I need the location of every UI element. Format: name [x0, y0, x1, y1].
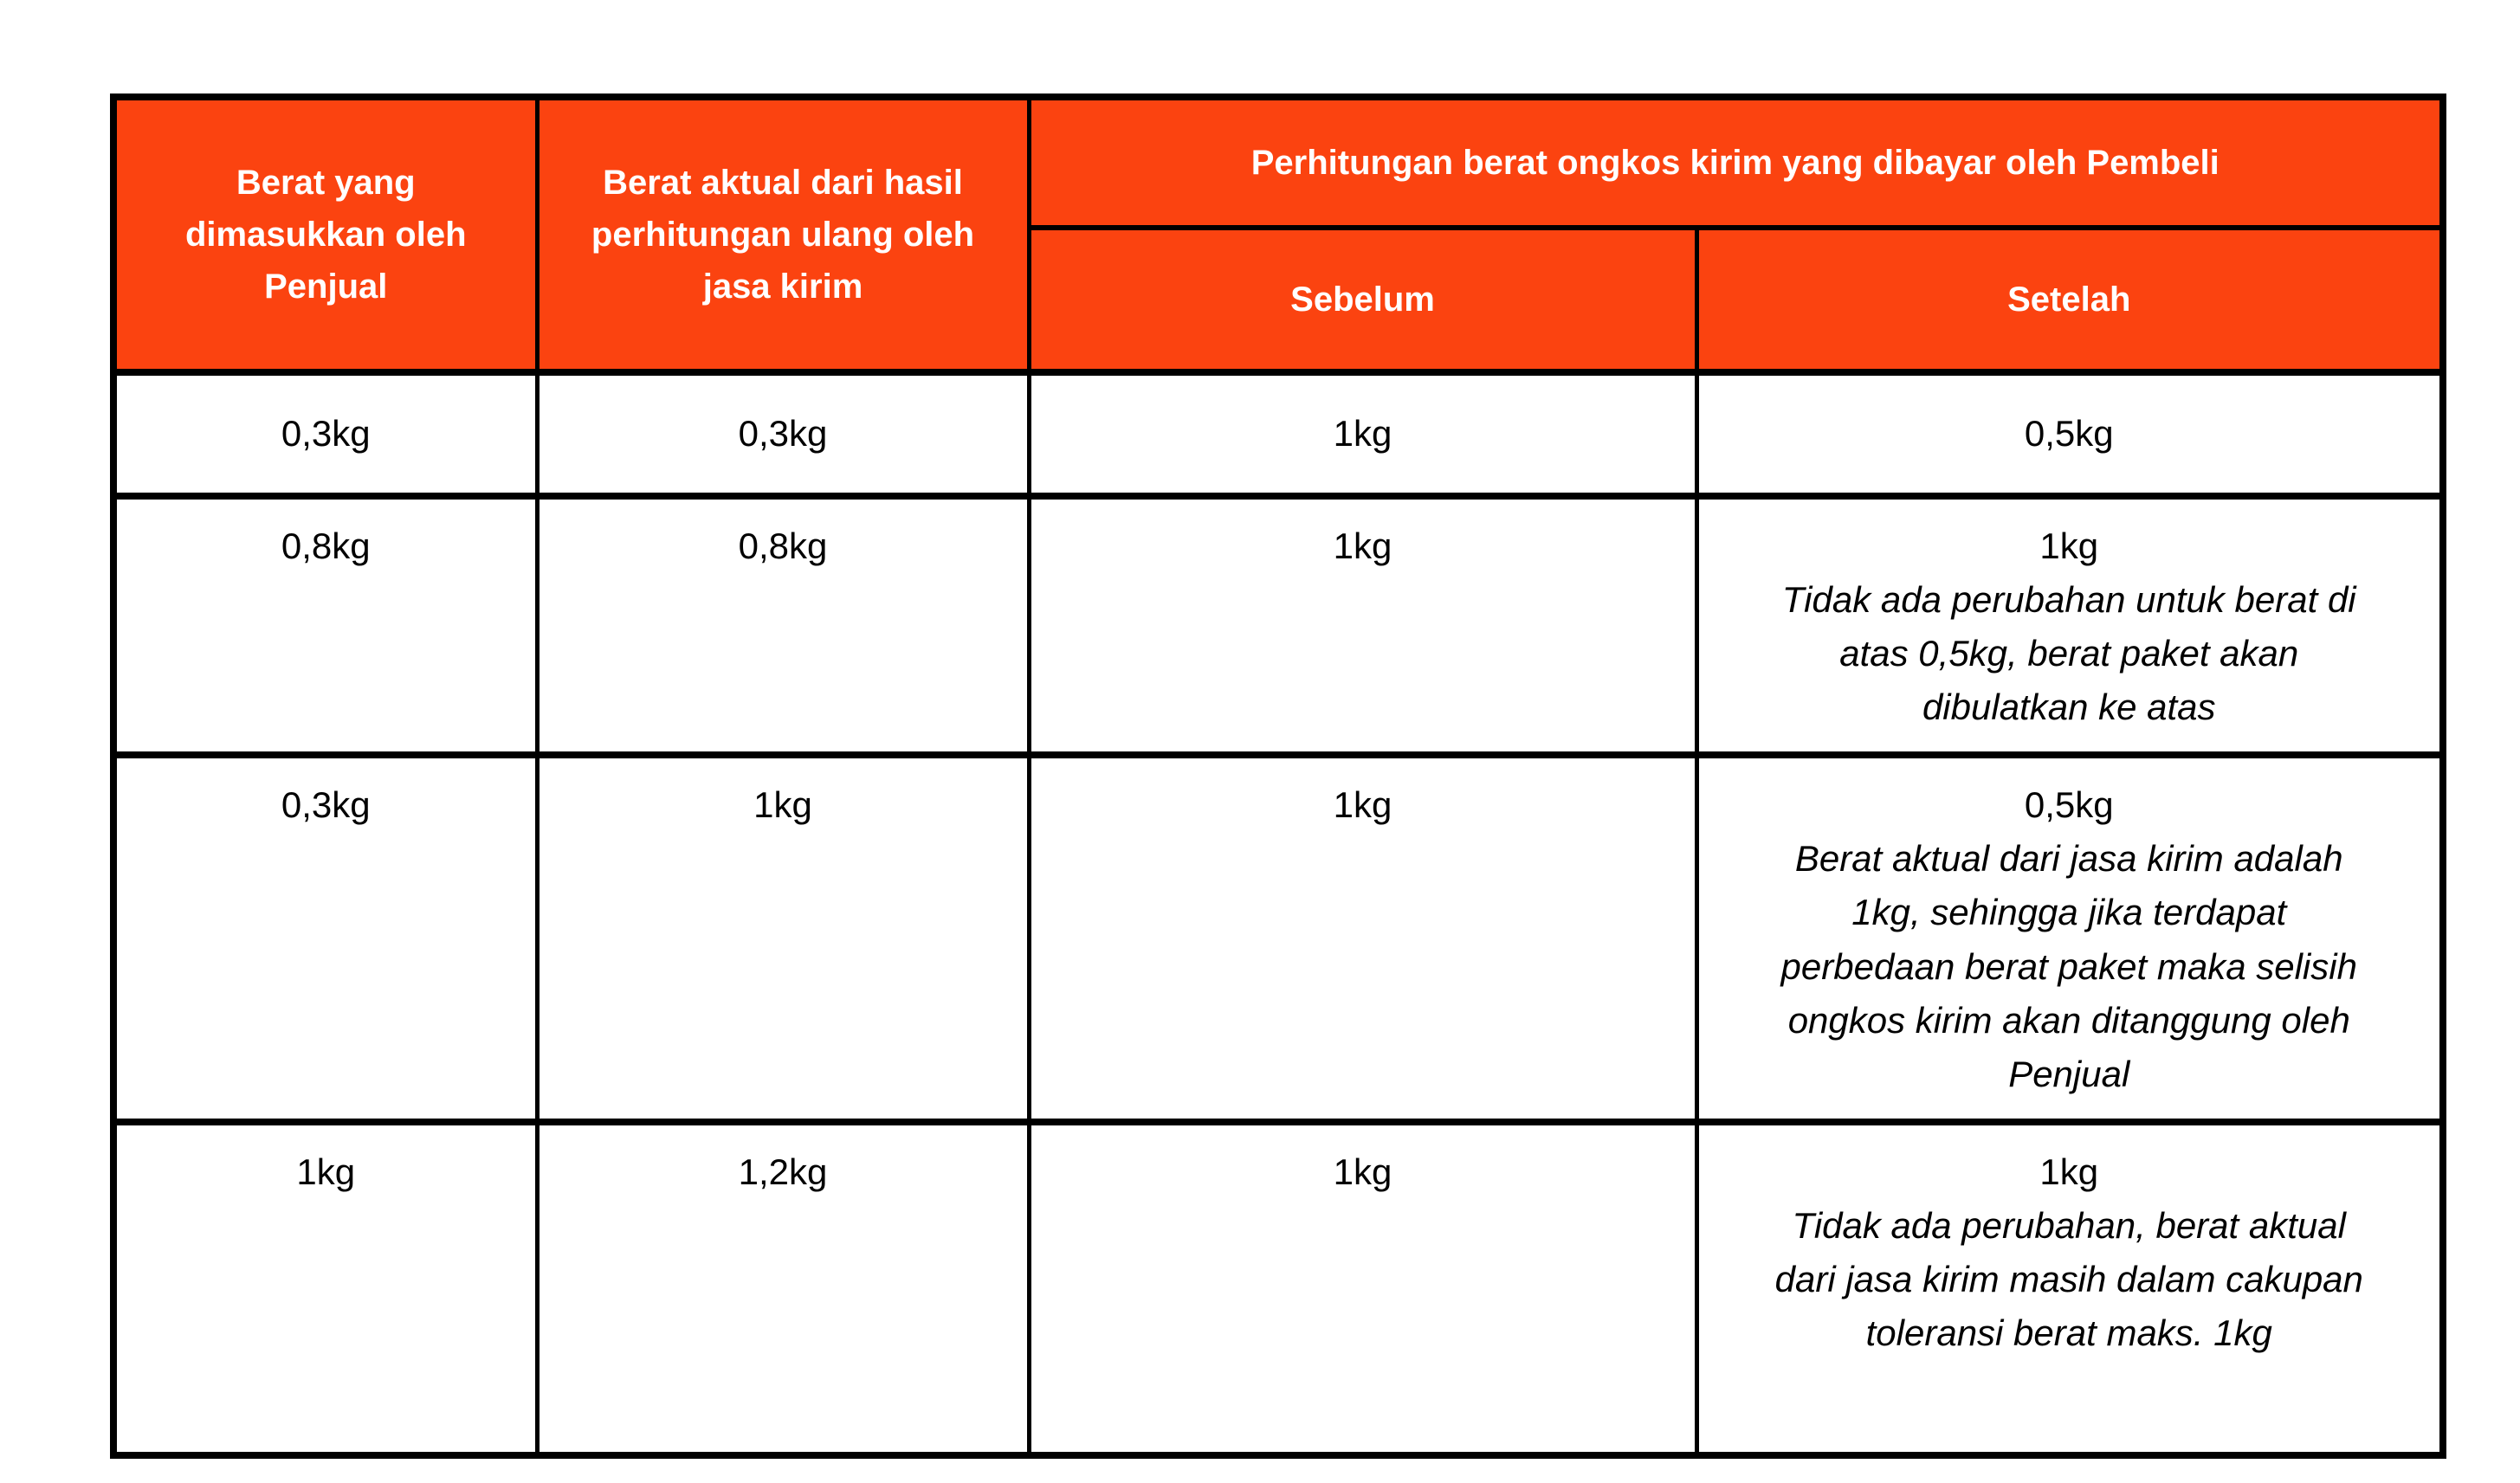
table-cell-after	[1696, 1122, 2443, 1455]
table-cell-before	[1029, 496, 1696, 755]
weight-value: 1kg	[1333, 784, 1392, 826]
table-cell-actual-weight	[537, 496, 1029, 755]
column-header-actual-weight: Berat aktual dari hasil perhitungan ulang oleh jasa kirim	[537, 97, 1029, 372]
after-note: Tidak ada perubahan untuk berat di atas 0,5kg, berat paket akan dibulatkan ke atas	[1781, 578, 2356, 728]
table-cell-before	[1029, 372, 1696, 496]
table-cell-seller-weight	[113, 496, 537, 755]
weight-value: 0,3kg	[738, 413, 828, 455]
weight-value: 0,8kg	[281, 525, 371, 566]
column-header-seller-weight: Berat yang dimasukkan oleh Penjual	[113, 97, 537, 372]
header-row-top	[113, 97, 2443, 228]
table-cell-after	[1696, 755, 2443, 1122]
shipping-weight-table	[110, 93, 2446, 1459]
weight-value: 0,8kg	[738, 525, 828, 566]
table-cell-actual-weight	[537, 1122, 1029, 1455]
table-row	[113, 372, 2443, 496]
weight-value: 0,5kg	[2024, 413, 2114, 455]
weight-value: 1kg	[1333, 525, 1392, 566]
table-cell-after	[1696, 496, 2443, 755]
weight-value: 1kg	[2039, 525, 2099, 566]
column-header-after: Setelah	[1696, 228, 2443, 372]
table-row	[113, 1122, 2443, 1455]
table-cell-actual-weight	[537, 372, 1029, 496]
weight-value: 1,2kg	[738, 1151, 828, 1193]
weight-value: 1kg	[1333, 413, 1392, 455]
table-cell-before	[1029, 755, 1696, 1122]
table-cell-seller-weight	[113, 755, 537, 1122]
after-note: Berat aktual dari jasa kirim adalah 1kg, sehingga jika terdapat perbedaan berat paket maka selisih ongkos kirim akan ditanggung oleh Penjual	[1780, 838, 2357, 1094]
weight-value: 1kg	[753, 784, 812, 826]
weight-value: 0,5kg	[2024, 784, 2114, 826]
after-note: Tidak ada perubahan, berat aktual dari jasa kirim masih dalam cakupan toleransi berat maks. 1kg	[1774, 1204, 2363, 1354]
table-cell-actual-weight	[537, 755, 1029, 1122]
weight-value: 1kg	[1333, 1151, 1392, 1193]
table-cell-seller-weight	[113, 372, 537, 496]
weight-value: 0,3kg	[281, 413, 371, 455]
table-cell-before	[1029, 1122, 1696, 1455]
table-row	[113, 496, 2443, 755]
table-row	[113, 755, 2443, 1122]
table-cell-after	[1696, 372, 2443, 496]
column-header-group-buyer-shipping-weight: Perhitungan berat ongkos kirim yang dibayar oleh Pembeli	[1029, 97, 2443, 228]
weight-value: 1kg	[296, 1151, 356, 1193]
weight-value: 0,3kg	[281, 784, 371, 826]
table-cell-seller-weight	[113, 1122, 537, 1455]
column-header-before: Sebelum	[1029, 228, 1696, 372]
weight-value: 1kg	[2039, 1151, 2099, 1193]
